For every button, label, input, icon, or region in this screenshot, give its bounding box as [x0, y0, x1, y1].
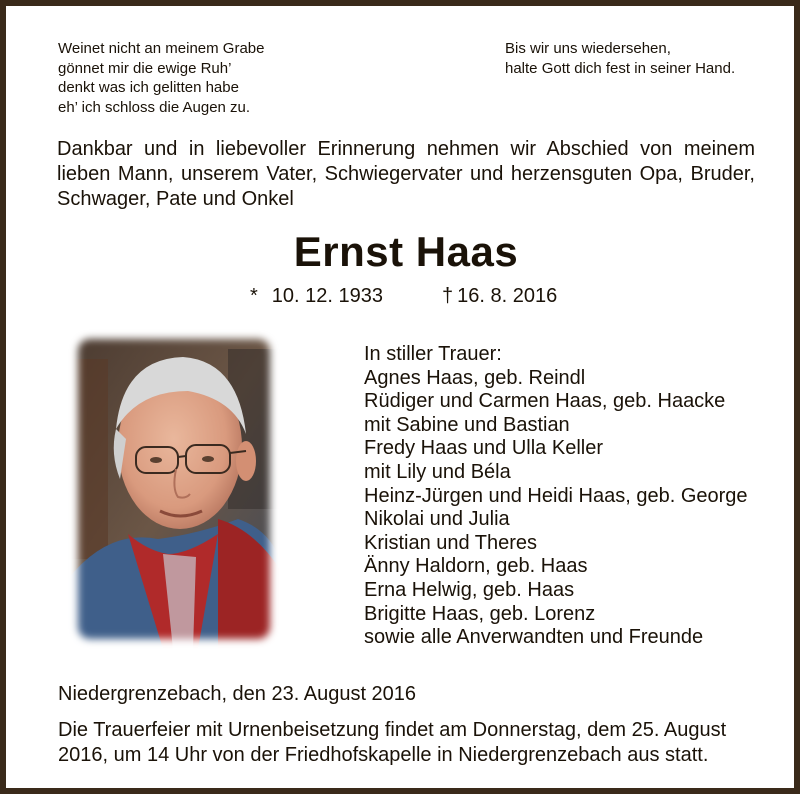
mourner-line: Erna Helwig, geb. Haas — [364, 578, 575, 601]
mourner-line: Kristian und Theres — [364, 531, 538, 554]
mourner-line: Fredy Haas und Ulla Keller — [364, 437, 603, 460]
birth-symbol: * — [250, 285, 258, 307]
death-date-value: 16. 8. 2016 — [457, 285, 558, 307]
mourner-line: Heinz-Jürgen und Heidi Haas, geb. George — [364, 484, 748, 507]
mourner-line: Rüdiger und Carmen Haas, geb. Haacke — [364, 390, 726, 413]
mourner-line: mit Sabine und Bastian — [364, 413, 570, 436]
deceased-name: Ernst Haas — [293, 228, 519, 275]
mourner-line: sowie alle Anverwandten und Freunde — [364, 626, 704, 649]
poem-left-line: denkt was ich gelitten habe — [58, 79, 239, 96]
birth-date-value: 10. 12. 1933 — [271, 285, 384, 307]
mourner-line: Nikolai und Julia — [364, 508, 510, 531]
poem-right-line: Bis wir uns wiedersehen, — [505, 40, 671, 57]
intro-text: Dankbar und in liebevoller Erinnerung nehmen wir Abschied von meinem lieben Mann, unserem Vater, Schwiegervater und herzensguten Opa, Bruder, Schwager, Pate und Onkel — [57, 138, 755, 210]
mourner-line: mit Lily und Béla — [364, 460, 511, 483]
mourner-line: Brigitte Haas, geb. Lorenz — [364, 602, 596, 625]
cross-icon: † — [442, 285, 454, 307]
place-date: Niedergrenzebach, den 23. August 2016 — [58, 683, 417, 705]
funeral-notice: Die Trauerfeier mit Urnenbeisetzung findet am Donnerstag, dem 25. August 2016, um 14 Uhr von der Friedhofskapelle in Niedergrenzebach aus statt. — [58, 719, 727, 766]
birth-date — [250, 285, 383, 308]
poem-left — [58, 39, 265, 117]
mourner-line: Änny Haldorn, geb. Haas — [364, 555, 588, 578]
poem-left-line: eh’ ich schloss die Augen zu. — [58, 98, 251, 116]
poem-right-line: halte Gott dich fest in seiner Hand. — [505, 59, 736, 77]
poem-left-line: gönnet mir die ewige Ruh’ — [58, 59, 232, 77]
poem-right — [505, 39, 735, 78]
death-date — [442, 285, 557, 308]
mourner-line: Agnes Haas, geb. Reindl — [364, 366, 586, 389]
portrait-photo — [68, 329, 280, 649]
mourners-heading: In stiller Trauer: — [364, 343, 502, 365]
poem-left-line: Weinet nicht an meinem Grabe — [58, 40, 265, 57]
mourners-list — [364, 343, 748, 650]
